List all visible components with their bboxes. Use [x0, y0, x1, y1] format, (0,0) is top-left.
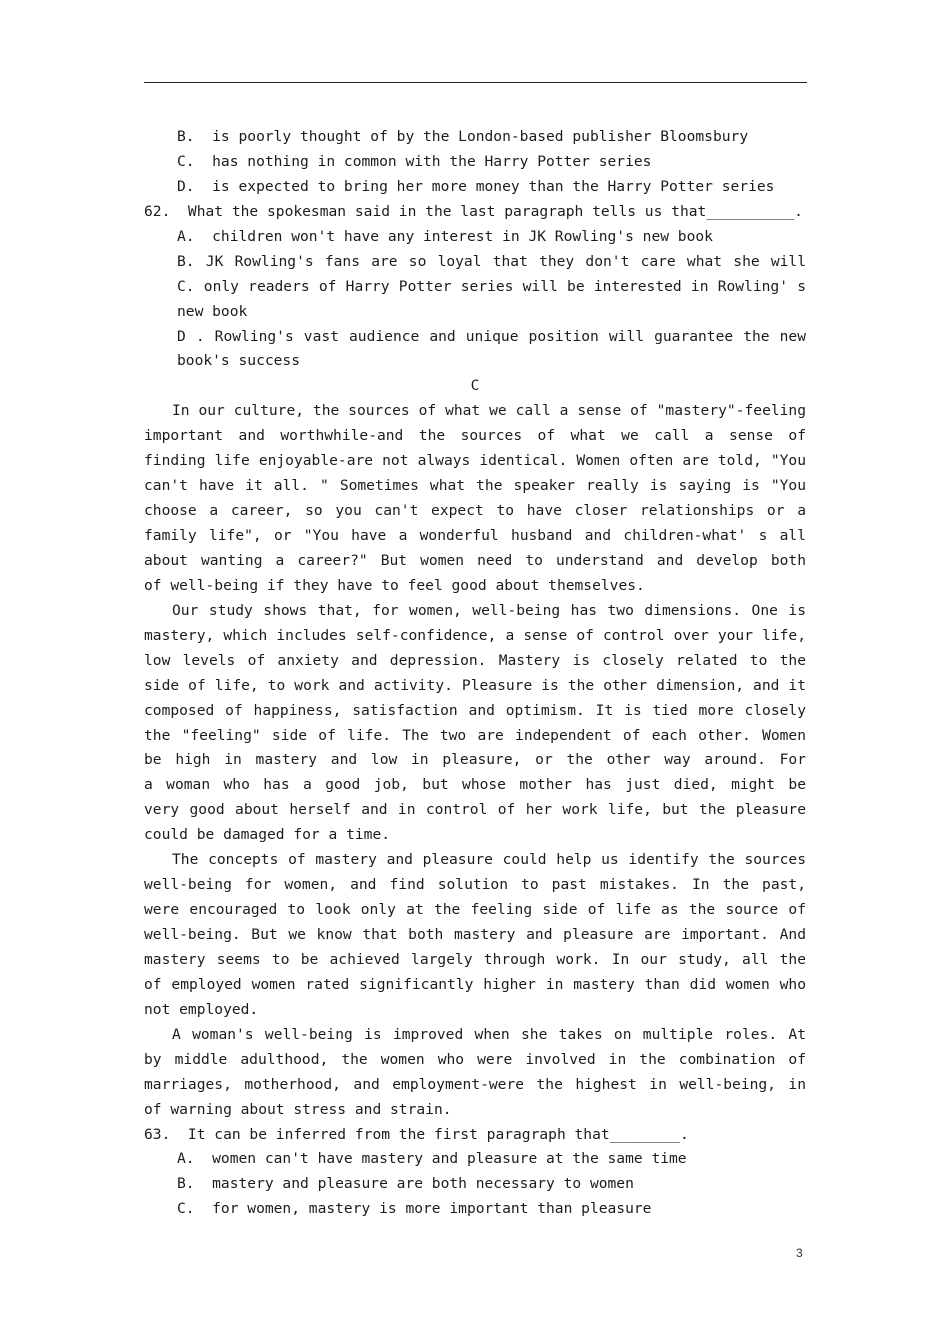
- passage-line: The concepts of mastery and pleasure could help us identify the sources: [172, 851, 806, 869]
- q62-option-a: A. children won't have any interest in JK Rowling's new book: [177, 227, 713, 245]
- passage-line: In our culture, the sources of what we call a sense of "mastery"-feeling: [172, 402, 806, 420]
- passage-line: marriages, motherhood, and employment-were the highest in well-being, in: [144, 1075, 806, 1093]
- header-rule: [144, 82, 807, 83]
- passage-line: composed of happiness, satisfaction and optimism. It is tied more closely: [144, 701, 806, 719]
- q63-stem: 63. It can be inferred from the first paragraph that________.: [144, 1125, 689, 1143]
- q62-option-c: C. only readers of Harry Potter series will be interested in Rowling' s: [177, 277, 806, 295]
- passage-line: could be damaged for a time.: [144, 826, 391, 844]
- q62-option-b: B. JK Rowling's fans are so loyal that they don't care what she will: [177, 252, 806, 270]
- passage-line: Our study shows that, for women, well-being has two dimensions. One is: [172, 601, 806, 619]
- q62-option-d: D . Rowling's vast audience and unique position will guarantee the new: [177, 327, 806, 345]
- passage-line: choose a career, so you can't expect to have closer relationships or a: [144, 502, 806, 520]
- q61-option-c: C. has nothing in common with the Harry Potter series: [177, 152, 652, 170]
- passage-line: of employed women rated significantly higher in mastery than did women who: [144, 975, 806, 993]
- q62-option-d-cont: book's success: [177, 352, 301, 370]
- q63-option-a: A. women can't have mastery and pleasure at the same time: [177, 1150, 687, 1168]
- q63-option-c: C. for women, mastery is more important than pleasure: [177, 1200, 652, 1218]
- passage-line: very good about herself and in control of her work life, but the pleasure: [144, 801, 806, 819]
- q62-stem: 62. What the spokesman said in the last paragraph tells us that__________.: [144, 202, 803, 220]
- passage-line: mastery, which includes self-confidence, a sense of control over your life,: [144, 626, 806, 644]
- passage-line: a woman who has a good job, but whose mother has just died, might be: [144, 776, 806, 794]
- q63-option-b: B. mastery and pleasure are both necessary to women: [177, 1175, 634, 1193]
- passage-line: by middle adulthood, the women who were involved in the combination of: [144, 1050, 806, 1068]
- passage-line: low levels of anxiety and depression. Mastery is closely related to the: [144, 651, 806, 669]
- q62-option-c-cont: new book: [177, 302, 248, 320]
- passage-line: side of life, to work and activity. Pleasure is the other dimension, and it: [144, 676, 806, 694]
- passage-line: important and worthwhile-and the sources of what we call a sense of: [144, 427, 806, 445]
- q61-option-d: D. is expected to bring her more money than the Harry Potter series: [177, 177, 775, 195]
- page-content: [144, 125, 806, 1222]
- passage-line: about wanting a career?" But women need to understand and develop both: [144, 551, 806, 569]
- section-label: C: [470, 377, 480, 395]
- passage-line: be high in mastery and low in pleasure, or the other way around. For: [144, 751, 806, 769]
- passage-line: family life", or "You have a wonderful husband and children-what' s all: [144, 527, 806, 544]
- passage-line: well-being. But we know that both mastery and pleasure are important. And: [144, 926, 806, 943]
- passage-line: of well-being if they have to feel good about themselves.: [144, 576, 645, 594]
- passage-line: of warning about stress and strain.: [144, 1100, 452, 1118]
- passage-line: not employed.: [144, 1000, 259, 1018]
- passage-line: mastery seems to be achieved largely through work. In our study, all the: [144, 950, 806, 968]
- q61-option-b: B. is poorly thought of by the London-based publisher Bloomsbury: [177, 128, 749, 145]
- passage-line: finding life enjoyable-are not always identical. Women often are told, "You: [144, 452, 806, 470]
- passage-line: can't have it all. " Sometimes what the speaker really is saying is "You: [144, 477, 806, 495]
- passage-line: A woman's well-being is improved when she takes on multiple roles. At: [172, 1025, 806, 1043]
- passage-line: were encouraged to look only at the feeling side of life as the source of: [144, 901, 806, 919]
- passage-line: the "feeling" side of life. The two are independent of each other. Women: [144, 726, 806, 744]
- page-number: 3: [796, 1246, 803, 1260]
- passage-line: well-being for women, and find solution to past mistakes. In the past,: [144, 876, 806, 894]
